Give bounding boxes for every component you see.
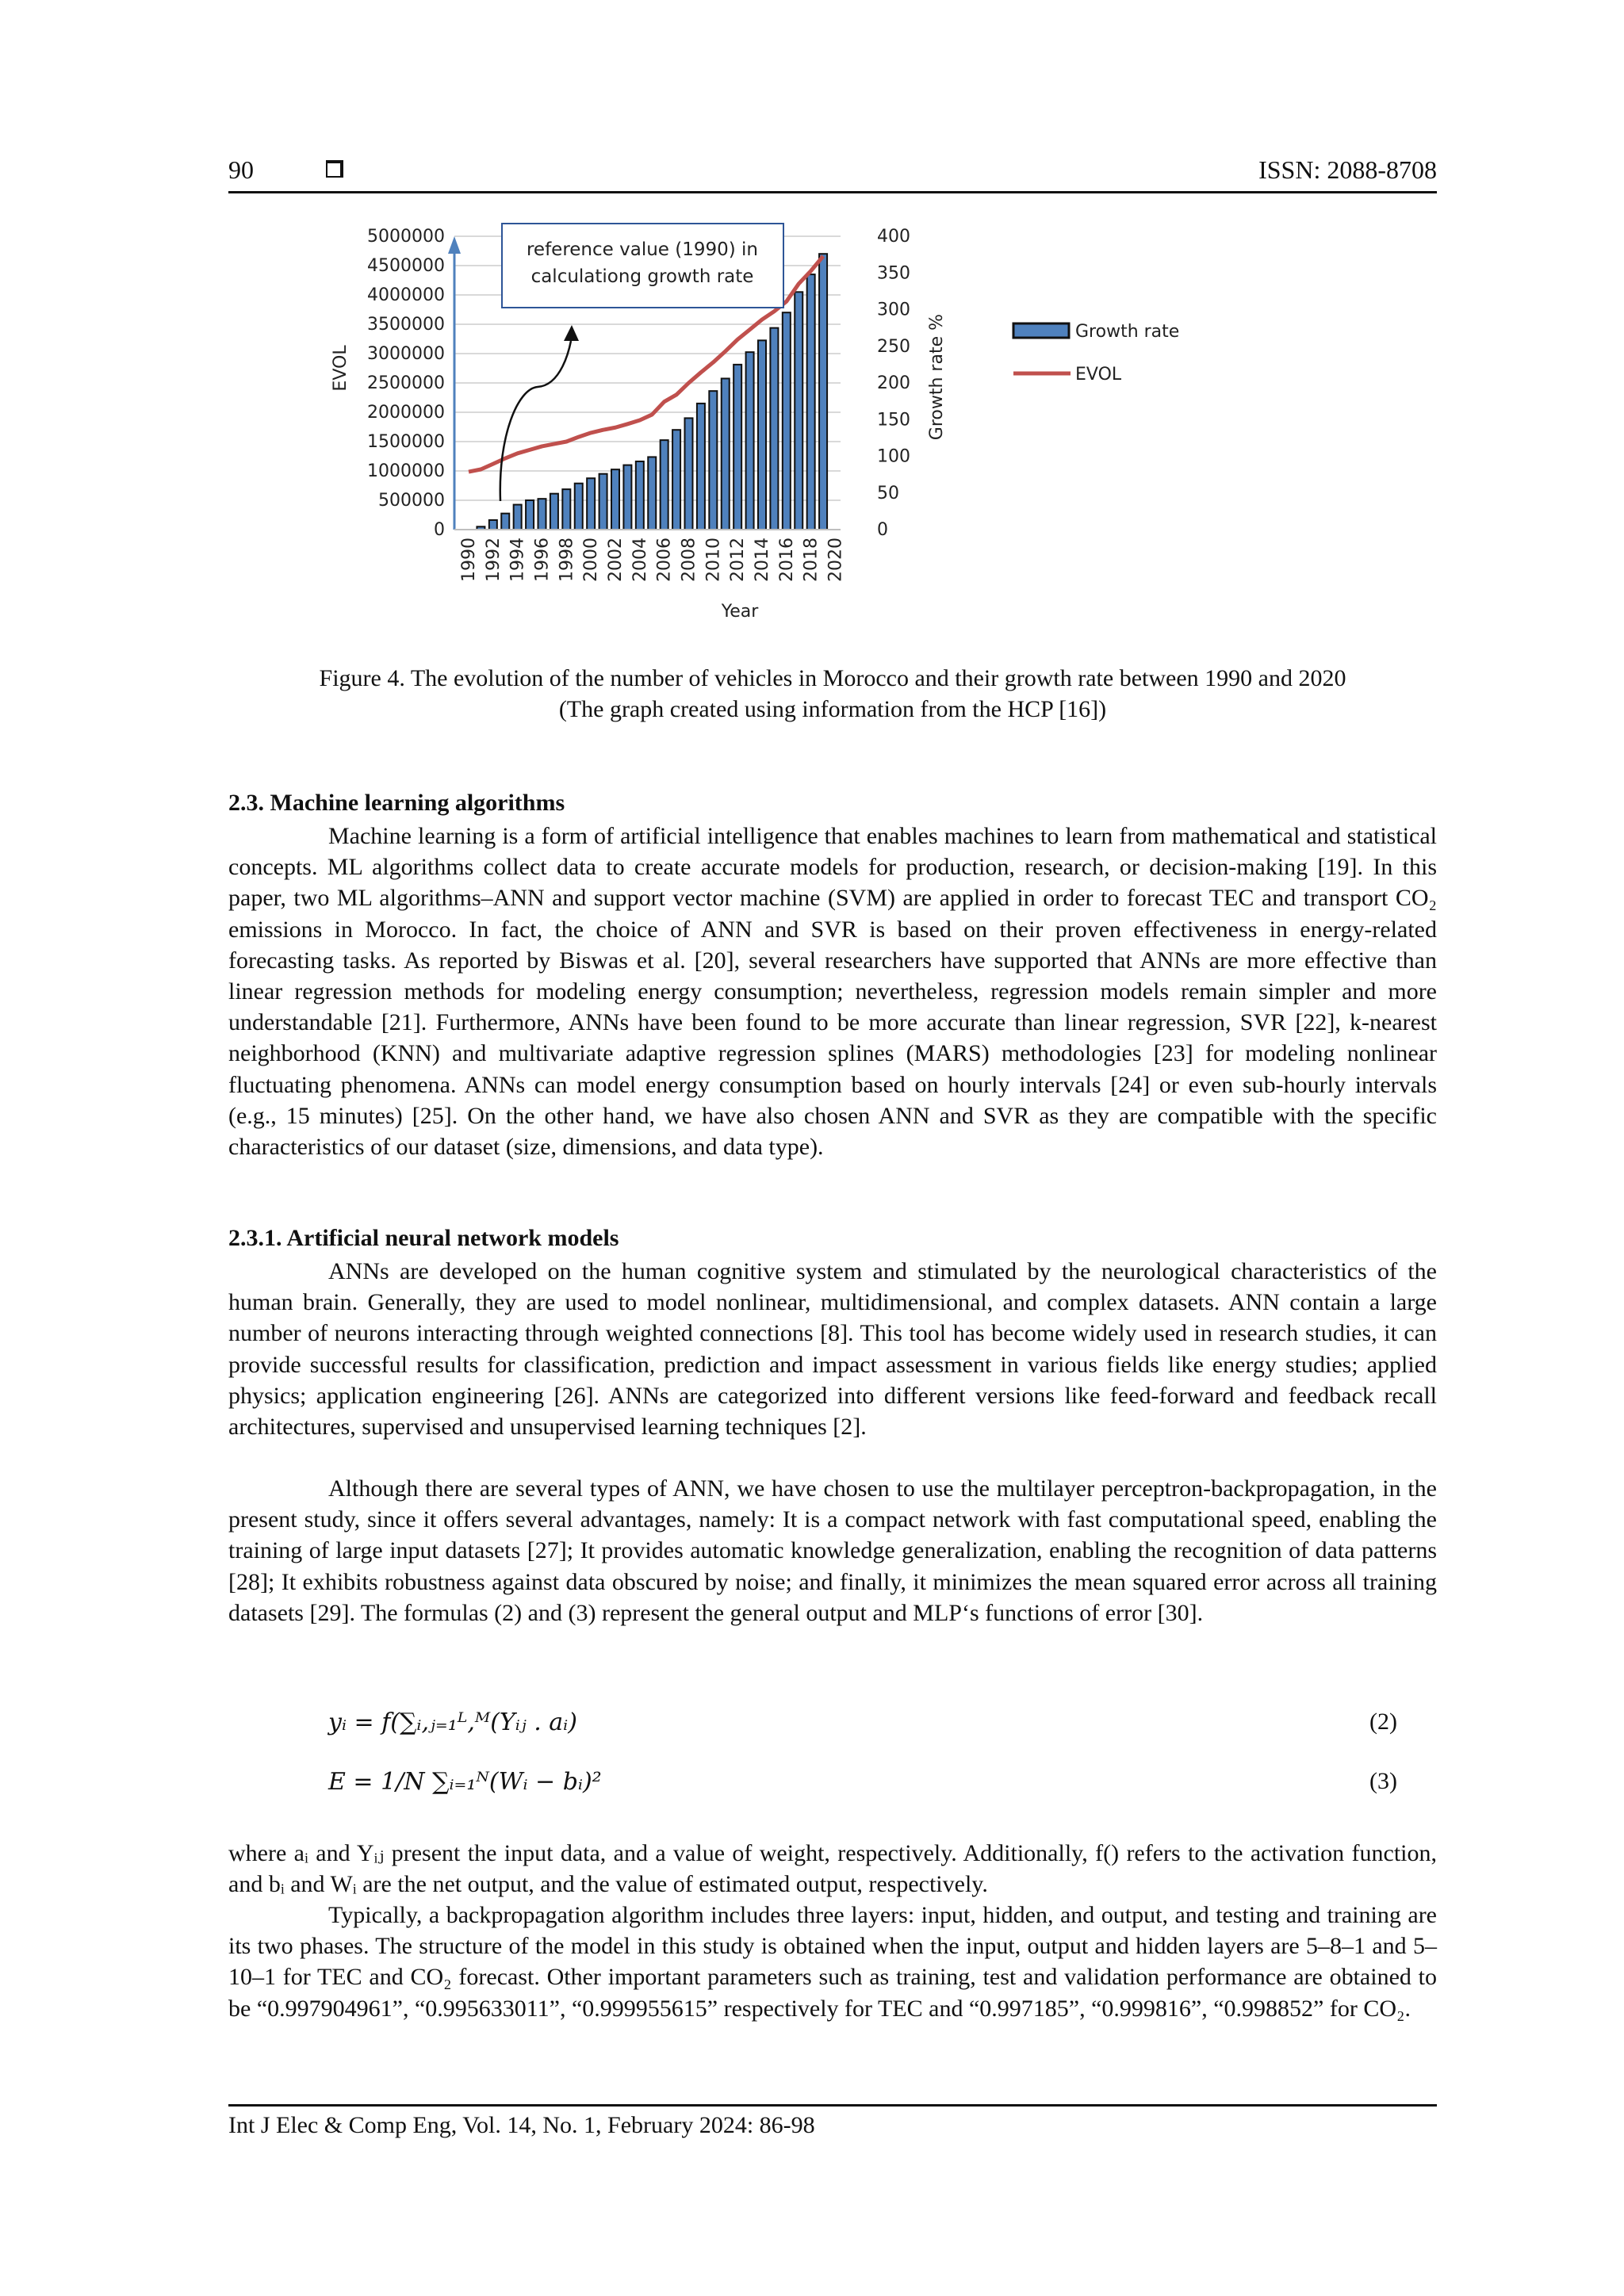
svg-text:2000: 2000 xyxy=(581,538,602,582)
caption-line-1: Figure 4. The evolution of the number of vehicles in Morocco and their growth rate between 1990 and 2020 xyxy=(319,665,1346,691)
svg-text:200: 200 xyxy=(877,373,910,393)
page-number: 90 xyxy=(228,155,254,184)
svg-text:50: 50 xyxy=(877,483,899,503)
svg-text:1992: 1992 xyxy=(483,538,504,582)
svg-text:0: 0 xyxy=(434,520,445,540)
svg-text:150: 150 xyxy=(877,410,910,430)
caption-line-2: (The graph created using information from the HCP [16]) xyxy=(558,696,1107,722)
box-icon xyxy=(326,160,343,178)
svg-text:1000000: 1000000 xyxy=(367,461,445,481)
svg-text:500000: 500000 xyxy=(378,491,445,511)
svg-text:1994: 1994 xyxy=(508,538,528,582)
paragraph-ml: Machine learning is a form of artificial intelligence that enables machines to learn from mathematical and statistical concepts. ML algorithms collect data to create accurate models for production, research, or decision-making [19]. In this paper, two ML algorithms–ANN and support vector machine (SVM) are applied in order to forecast TEC and transport CO₂ emissions in Morocco. In fact, the choice of ANN and SVR is based on their proven effectiveness in energy-related forecasting tasks. As reported by Biswas et al. [20], several researchers have supported that ANNs are more effective than linear regression methods for modeling energy consumption; nevertheless, regression models remain simpler and more understandable [21]. Furthermore, ANNs have been found to be more accurate than linear regression, SVR [22], k-nearest neighborhood (KNN) and multivariate adaptive regression splines (MARS) methodologies [23] for modeling nonlinear fluctuating phenomena. ANNs can model energy consumption based on hourly intervals [24] or even sub-hourly intervals (e.g., 15 minutes) [25]. On the other hand, we have also chosen ANN and SVR as they are compatible with the specific characteristics of our dataset (size, dimensions, and data type). xyxy=(228,823,1437,1161)
svg-text:2012: 2012 xyxy=(728,538,749,582)
svg-text:350: 350 xyxy=(877,263,910,284)
paragraph-where: where aᵢ and Yᵢⱼ present the input data, and a value of weight, respectively. Additionally, f() refers to the activation function, and bᵢ and Wᵢ are the net output, and the value of estimated output, respectively. xyxy=(228,1840,1437,1898)
paragraph-ann-2: Although there are several types of ANN, we have chosen to use the multilayer perceptron-backpropagation, in the present study, since it offers several advantages, namely: It is a compact network with fast computational speed, enabling the training of large input datasets [27]; It provides automatic knowledge generalization, enabling the recognition of data patterns [28]; It exhibits robustness against data obscured by noise; and finally, it minimizes the mean squared error across all training datasets [29]. The formulas (2) and (3) represent the general output and MLP‘s functions of error [30]. xyxy=(228,1475,1437,1626)
chart-canvas xyxy=(228,206,1437,634)
svg-text:2008: 2008 xyxy=(679,538,699,582)
svg-text:2014: 2014 xyxy=(752,538,772,582)
paper-page xyxy=(228,0,1437,2296)
svg-text:2010: 2010 xyxy=(703,538,724,582)
svg-text:EVOL: EVOL xyxy=(1075,365,1122,385)
svg-text:reference value (1990) in: reference value (1990) in xyxy=(526,239,759,260)
section-heading-2-3: 2.3. Machine learning algorithms xyxy=(228,790,565,816)
paragraph-backprop: Typically, a backpropagation algorithm includes three layers: input, hidden, and output, and testing and training are its two phases. The structure of the model in this study is obtained when the input, output and hidden layers are 5–8–1 and 5–10–1 for TEC and CO₂ forecast. Other important parameters such as training, test and validation performance are obtained to be “0.997904961”, “0.995633011”, “0.999955615” respectively for TEC and “0.997185”, “0.999816”, “0.998852” for CO₂. xyxy=(228,1902,1437,2022)
svg-text:4000000: 4000000 xyxy=(367,285,445,305)
svg-text:250: 250 xyxy=(877,336,910,357)
issn: ISSN: 2088-8708 xyxy=(1258,155,1437,184)
svg-text:100: 100 xyxy=(877,446,910,467)
svg-text:calculationg growth rate: calculationg growth rate xyxy=(530,266,754,287)
equation-3: E = 1/N ∑ᵢ₌₁ᴺ(Wᵢ − bᵢ)² xyxy=(328,1768,602,1796)
svg-text:Growth rate: Growth rate xyxy=(1075,322,1180,342)
svg-text:2500000: 2500000 xyxy=(367,373,445,393)
paragraph-ann-1: ANNs are developed on the human cognitive system and stimulated by the neurological characteristics of the human brain. Generally, they are used to model nonlinear, multidimensional, and complex datasets. ANN contain a large number of neurons interacting through weighted connections [8]. This tool has become widely used in research studies, it can provide successful results for classification, prediction and impact assessment in various fields like energy studies; applied physics; application engineering [26]. ANNs are categorized into different versions like feed-forward and feedback recall architectures, supervised and unsupervised learning techniques [2]. xyxy=(228,1258,1437,1441)
svg-text:400: 400 xyxy=(877,227,910,247)
svg-text:1990: 1990 xyxy=(459,538,479,582)
svg-text:2004: 2004 xyxy=(630,538,650,582)
svg-text:300: 300 xyxy=(877,300,910,320)
svg-text:2002: 2002 xyxy=(605,538,626,582)
equation-3-number: (3) xyxy=(1369,1768,1397,1794)
svg-text:Growth rate %: Growth rate % xyxy=(927,313,947,441)
figure-4-chart xyxy=(228,206,1437,634)
header-rule xyxy=(228,191,1437,193)
journal-citation: Int J Elec & Comp Eng, Vol. 14, No. 1, February 2024: 86-98 xyxy=(228,2112,815,2138)
page-header xyxy=(228,155,1437,193)
svg-text:1500000: 1500000 xyxy=(367,432,445,452)
section-heading-2-3-1: 2.3.1. Artificial neural network models xyxy=(228,1225,619,1251)
svg-text:3500000: 3500000 xyxy=(367,315,445,335)
figure-caption xyxy=(228,663,1437,725)
svg-text:2016: 2016 xyxy=(776,538,797,582)
svg-text:Year: Year xyxy=(721,602,759,622)
svg-text:2000000: 2000000 xyxy=(367,403,445,423)
svg-text:2020: 2020 xyxy=(825,538,846,582)
svg-text:4500000: 4500000 xyxy=(367,256,445,276)
svg-text:3000000: 3000000 xyxy=(367,344,445,364)
svg-text:1998: 1998 xyxy=(557,538,577,582)
svg-text:5000000: 5000000 xyxy=(367,227,445,247)
svg-text:1996: 1996 xyxy=(532,538,553,582)
svg-text:0: 0 xyxy=(877,520,888,540)
equation-2: yᵢ = f(∑ᵢ,ⱼ₌₁ᴸ,ᴹ(Yᵢⱼ . aᵢ) xyxy=(328,1709,577,1736)
svg-text:EVOL: EVOL xyxy=(331,345,350,392)
footer-rule xyxy=(228,2104,1437,2107)
equation-2-number: (2) xyxy=(1369,1709,1397,1735)
svg-text:2006: 2006 xyxy=(654,538,675,582)
svg-text:2018: 2018 xyxy=(801,538,822,582)
